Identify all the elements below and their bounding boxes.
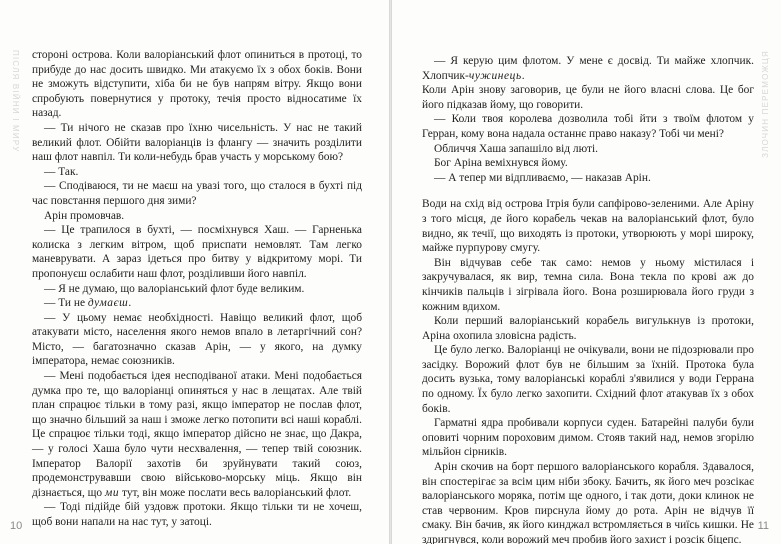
running-head-left: ПІСЛЯ ВІЙНИ І МИРУ xyxy=(11,50,20,153)
paragraph: — Ти нічого не сказав про їхню чисельність. У нас не такий великий флот. Обійти валоріанців із флангу — значить розділити наш флот навпіл. Ти коли-небудь брав участь у морському бою? xyxy=(32,121,362,164)
emphasis: ми xyxy=(104,486,120,499)
paragraph: Коли Арін знову заговорив, це були не його власні слова. Це бог його підказав йому, що говорити. xyxy=(422,84,754,111)
left-page xyxy=(0,0,389,544)
paragraph: — Сподіваюся, ти не маєш на увазі того, що сталося в бухті під час повстання першого дня зими? xyxy=(32,180,362,207)
paragraph: — У цьому немає необхідності. Навіщо великий флот, щоб атакувати місто, населення якого немов впало в летаргічний сон? Місто, — багатозначно сказав Арін, — у якого, на думку імператора, немає союзників. xyxy=(32,311,362,368)
paragraph: — Це трапилося в бухті, — посміхнувся Хаш. — Гарненька колиска з легким вітром, щоб приспати немовлят. Там легко маневрувати. А зараз ідеться про битву у відкритому морі. Ти пропонуєш ослабити наш флот, розділивши його навпіл. xyxy=(32,224,362,280)
paragraph: — Тоді підійде бій уздовж протоки. Якщо тільки ти не хочеш, щоб вони напали на нас тут, у затоці. xyxy=(32,501,362,528)
paragraph: — Ти не думаєш. xyxy=(44,297,132,310)
emphasis: думаєш xyxy=(87,297,129,310)
paragraph: Гарматні ядра пробивали корпуси суден. Батарейні палуби були оповиті чорним пороховим димом. Стояв такий над, немов згорілю мільйон сірників. xyxy=(422,417,754,459)
running-head-right: ЗЛОЧИН ПЕРЕМОЖЦЯ xyxy=(761,50,770,158)
paragraph: — Я керую цим флотом. У мене є досвід. Ти майже хлопчик. Хлопчик-чужинець. xyxy=(422,55,754,82)
page-number-right: 11 xyxy=(757,520,769,532)
paragraph: Води на схід від острова Ітрія були сапфірово-зеленими. Але Аріну з того місця, де його корабель чекав на валоріанський флот, було видно, як течії, що виходять із протоки, утворюють у морі широку, майже пурпурову смугу. xyxy=(422,198,754,255)
paragraph: Бог Аріна веміхнувся йому. xyxy=(434,157,568,170)
paragraph: — Мені подобається ідея несподіваної атаки. Мені подобається думка про те, що валоріанці опиняться у нас в лещатах. Але твій план спрацює тільки в тому разі, якщо імператор не послав флот, що значно більший за наш і зможе легко потопити всі наші кораблі. Це спрацює тільки тоді, якщо імператор дійсно не знає, що Дакра, — у голосі Хаша було чути несхвалення, — тепер твій союзник. Імператор Валорії захотів би зруйнувати такий союз, продемонструвавши свою військово-морську міць. Якщо він дізнається, що ми тут, він може послати весь валоріанський флот. xyxy=(32,370,362,499)
right-page xyxy=(392,0,781,544)
paragraph: стороні острова. Коли валоріанський флот опиниться в протоці, то прибуде до нас досить швидко. Ми атакуємо їх з обох боків. Вони не зможуть відступити, хіба би не був напрям вітру. Якщо вони спробують повернутися у протоку, течія просто відносатиме їх назад. xyxy=(32,49,362,120)
paragraph: Арін промовчав. xyxy=(44,209,125,222)
paragraph: Арін скочив на борт першого валоріанського корабля. Здавалося, він спостерігає за всім цим ніби збоку. Бачить, як його меч розсікає валоріанського моряка, потім ще одного, і так доти, доки клинок не став червоним. Кров пирснула йому до рота. Арін не відчув її смаку. Він бачив, як його кинджал встромляється в чиїсь кишки. Не здригнувся, коли ворожий меч пробив його захист і розсік біцепс. xyxy=(422,461,754,544)
paragraph: Це було легко. Валоріанці не очікували, вони не підозрювали про засідку. Ворожий флот був не більшим за їхній. Протока була досить вузька, тому валоріанські кораблі з'явилися у води Геррана по одному. Їх було легко захопити. Східний флот атакував їх з обох боків. xyxy=(422,344,754,415)
paragraph: — Я не думаю, що валоріанський флот буде великим. xyxy=(44,282,305,295)
left-page-text xyxy=(32,48,362,530)
page-number-left: 10 xyxy=(10,520,23,532)
paragraph: Коли перший валоріанський корабель вигулькнув із протоки, Аріна охопила зловісна радість. xyxy=(422,315,754,342)
right-page-text xyxy=(422,54,754,544)
emphasis: чужинець xyxy=(468,69,522,82)
paragraph: — Так. xyxy=(44,165,79,178)
paragraph: — Коли твоя королева дозволила тобі йти з твоїм флотом у Герран, кому вона надала останнє право наказу? Тобі чи мені? xyxy=(422,113,754,140)
paragraph: Обличчя Хаша запашіло від люті. xyxy=(434,142,598,155)
paragraph: Він відчував себе так само: немов у ньому містилася і закручувалася, як вир, темна сила. Вона текла по крові аж до кінчиків пальців і зігрівала його. Вона розширювала його груди з кожним вдихом. xyxy=(422,256,754,313)
paragraph: — А тепер ми відпливаємо, — наказав Арін. xyxy=(434,171,651,184)
